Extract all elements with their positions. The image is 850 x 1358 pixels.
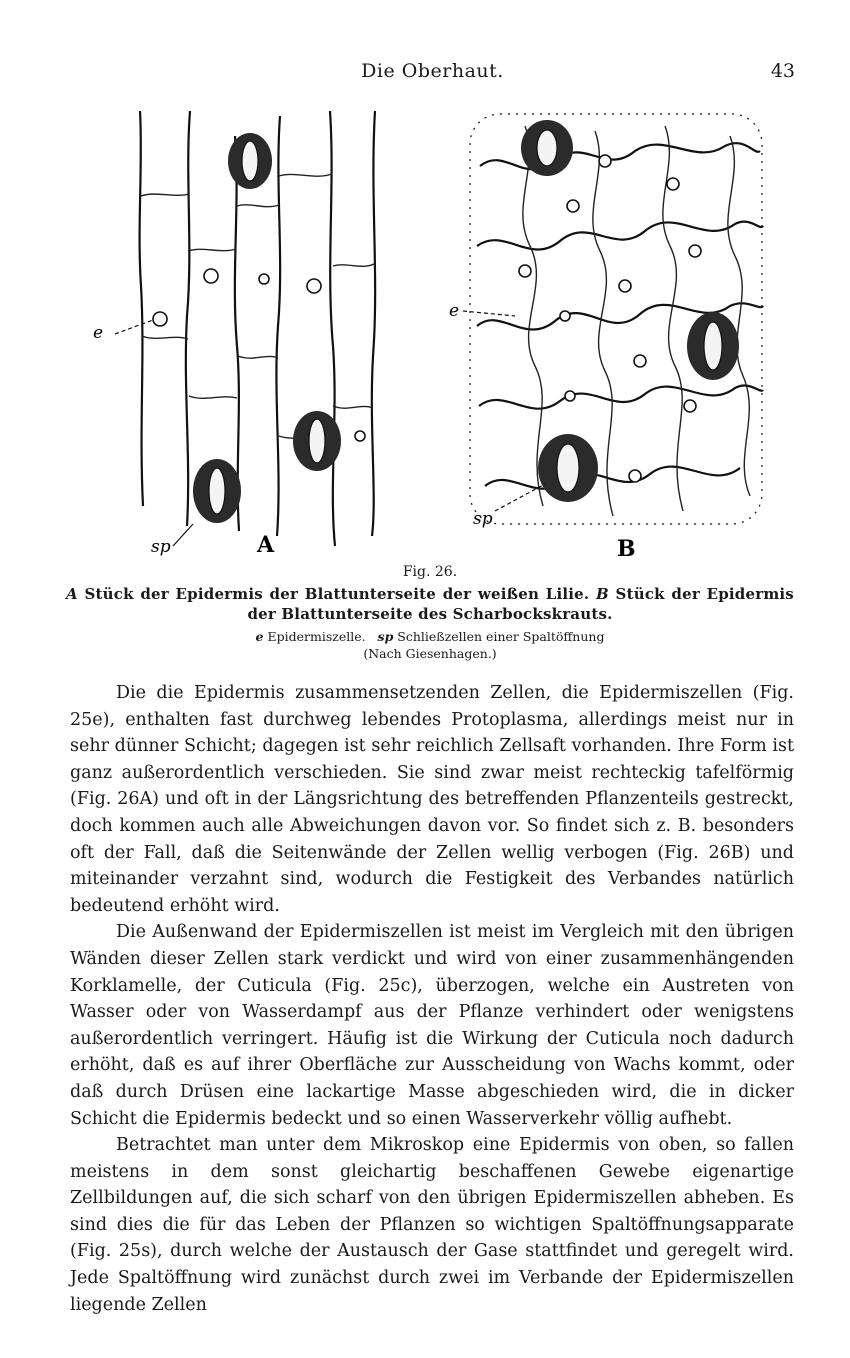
leader-e-b: e — [449, 301, 460, 321]
paragraph-2: Die Außenwand der Epidermiszellen ist meist im Vergleich mit den übrigen Wänden dieser Zellen stark verdickt und wird von einer zusammenhängenden Korklamelle, der Cuticula (Fig. 25c), überzogen, welche ein Austreten von Wasser oder von Wasserdampf aus der Pflanze verhindert oder wenigstens außerordentlich verringert. Häufig ist die Wirkung der Cuticula noch dadurch erhöht, daß es auf ihrer Oberfläche zur Ausscheidung von Wachs kommt, oder daß durch Drüsen eine lackartige Masse abgeschieden wird, die in dicker Schicht die Epidermis bedeckt und so einen Wasserverkehr völlig aufhebt. — [70, 922, 794, 1129]
caption-main — [66, 584, 794, 624]
caption-a-text: Stück der Epidermis der Blattunterseite der weißen Lilie. — [84, 585, 590, 603]
legend-sp-symbol: sp — [377, 629, 394, 644]
panel-label-b: B — [617, 536, 636, 562]
panel-label-a: A — [257, 532, 275, 558]
caption-b-letter: B — [596, 585, 609, 603]
panel-a-drawing — [115, 111, 375, 546]
page-number: 43 — [770, 60, 795, 82]
paragraph-1: Die die Epidermis zusammensetzenden Zellen, die Epidermiszellen (Fig. 25e), enthalten fast durchweg lebendes Protoplasma, allerdings meist nur in sehr dünner Schicht; dagegen ist sehr reichlich Zellsaft vorhanden. Ihre Form ist ganz außerordentlich verschieden. Sie sind zwar meist rechteckig tafelförmig (Fig. 26A) und oft in der Längsrichtung des betreffenden Pflanzenteils gestreckt, doch kommen auch alle Abweichungen davon vor. So findet sich z. B. besonders oft der Fall, daß die Seitenwände der Zellen wellig verbogen (Fig. 26B) und miteinander verzahnt sind, wodurch die Festigkeit des Verbandes natürlich bedeutend erhöht wird. — [70, 683, 794, 916]
caption-legend — [66, 628, 794, 645]
figure-caption — [66, 564, 794, 662]
figure-number: Fig. 26. — [402, 564, 458, 580]
running-head — [70, 60, 795, 90]
running-title: Die Oberhaut. — [361, 60, 504, 82]
caption-a-letter: A — [66, 585, 78, 603]
leader-sp-a: sp — [151, 537, 171, 557]
leader-e-a: e — [93, 323, 104, 343]
legend-e-text: Epidermiszelle. — [267, 629, 366, 644]
leader-sp-b: sp — [473, 509, 493, 529]
body-text — [70, 680, 794, 1318]
caption-credit: (Nach Giesenhagen.) — [363, 646, 497, 661]
caption-b-text: Stück der Epidermis der Blattunterseite des Scharbockskrauts. — [247, 585, 794, 623]
panel-b-drawing — [463, 114, 763, 524]
figure-26 — [85, 106, 775, 566]
paragraph-3: Betrachtet man unter dem Mikroskop eine Epidermis von oben, so fallen meistens in dem sonst gleichartig beschaffenen Gewebe eigenartige Zellbildungen auf, die sich scharf von den übrigen Epidermiszellen abheben. Es sind dies die für das Leben der Pflanzen so wichtigen Spaltöffnungsapparate (Fig. 25s), durch welche der Austausch der Gase stattfindet und geregelt wird. Jede Spaltöffnung wird zunächst durch zwei im Verbande der Epidermiszellen liegende Zellen — [70, 1135, 794, 1315]
legend-e-symbol: e — [255, 629, 264, 644]
legend-sp-text: Schließzellen einer Spaltöffnung — [397, 629, 605, 644]
epidermis-illustration — [85, 106, 775, 566]
